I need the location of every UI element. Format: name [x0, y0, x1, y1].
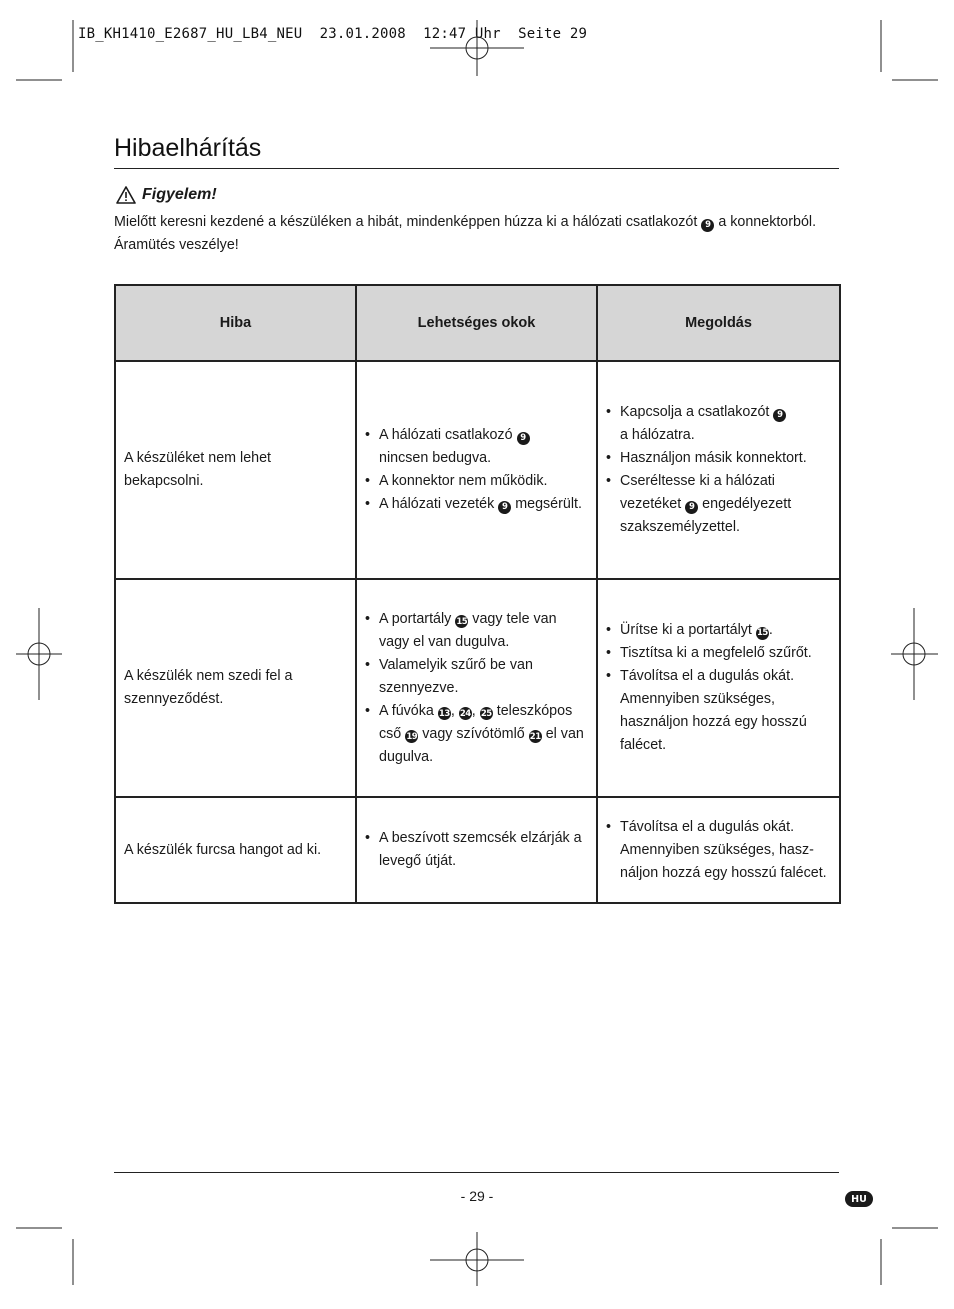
table-row [115, 361, 840, 579]
list-item: • Használjon másik konnektort. [606, 447, 831, 470]
causes-cell [356, 579, 597, 797]
troubleshooting-table [114, 284, 841, 904]
solution-cell [597, 361, 840, 579]
causes-list [365, 608, 588, 769]
language-badge: HU [845, 1191, 873, 1207]
ref-number-badge: 25 [480, 708, 492, 719]
solutions-list [606, 401, 831, 539]
list-item: • A beszívott szemcsék elzárják a levegő útját. [365, 827, 588, 873]
ref-number-badge: 9 [701, 219, 714, 232]
causes-cell [356, 797, 597, 903]
problem-cell: A készülék furcsa hangot ad ki. [115, 797, 356, 903]
solutions-list [606, 619, 831, 757]
warning-heading [116, 186, 217, 204]
list-item: • Tisztítsa ki a megfelelő szűrőt. [606, 642, 831, 665]
problem-cell: A készüléket nem lehet bekapcsolni. [115, 361, 356, 579]
warning-text [114, 211, 844, 257]
problem-cell: A készülék nem szedi fel a szennyeződést. [115, 579, 356, 797]
ref-number-badge: 13 [438, 708, 450, 719]
page-number: - 29 - [460, 1188, 494, 1204]
causes-list [365, 827, 588, 873]
ref-number-badge: 21 [529, 731, 541, 742]
causes-list [365, 424, 588, 516]
table-row [115, 579, 840, 797]
ref-number-badge: 9 [773, 409, 786, 422]
ref-number-badge: 19 [406, 731, 418, 742]
solution-cell [597, 579, 840, 797]
table-row [115, 797, 840, 903]
list-item: • A hálózati csatlakozó 9 nincsen bedugva. [365, 424, 588, 470]
page-title: Hibaelhárítás [114, 134, 262, 162]
warning-heading-text: Figyelem! [142, 186, 217, 203]
warning-text-after: a konnektorból. Áramütés veszélye! [114, 214, 817, 253]
ref-number-badge: 9 [498, 501, 511, 514]
ref-number-badge: 9 [517, 432, 530, 445]
table-header-row [115, 285, 840, 361]
list-item: • A portartály 15 vagy tele van vagy el van dugulva. [365, 608, 588, 654]
solution-cell [597, 797, 840, 903]
list-item: • A fúvóka 13, 24, 25 teleszkópos cső 19 vagy szívótömlő 21 el van dugulva. [365, 700, 588, 769]
list-item: • A konnektor nem működik. [365, 470, 588, 493]
list-item: • Ürítse ki a portartályt 15. [606, 619, 831, 642]
title-divider [114, 168, 839, 169]
ref-number-badge: 9 [685, 501, 698, 514]
header-solution: Megoldás [597, 285, 840, 361]
list-item: • Valamelyik szűrő be van szennyezve. [365, 654, 588, 700]
list-item: • A hálózati vezeték 9 megsérült. [365, 493, 588, 516]
print-slug: IB_KH1410_E2687_HU_LB4_NEU 23.01.2008 12:47 Uhr Seite 29 [78, 26, 588, 42]
list-item: • Távolítsa el a dugulás okát. Amennyiben szükséges, hasz-náljon hozzá egy hosszú falécet. [606, 816, 831, 885]
header-problem: Hiba [115, 285, 356, 361]
ref-number-badge: 24 [459, 708, 471, 719]
warning-triangle-icon [116, 186, 136, 204]
footer-divider [114, 1172, 839, 1173]
ref-number-badge: 15 [456, 616, 468, 627]
list-item: • Távolítsa el a dugulás okát. Amennyiben szükséges, használjon hozzá egy hosszú falécet. [606, 665, 831, 757]
ref-number-badge: 15 [756, 628, 768, 638]
solutions-list [606, 816, 831, 885]
header-causes: Lehetséges okok [356, 285, 597, 361]
list-item: • Kapcsolja a csatlakozót 9 a hálózatra. [606, 401, 831, 447]
list-item: • Cseréltesse ki a hálózati vezetéket 9 engedélyezett szakszemélyzettel. [606, 470, 831, 539]
causes-cell [356, 361, 597, 579]
warning-text-before: Mielőtt keresni kezdené a készüléken a hibát, mindenképpen húzza ki a hálózati csatlakozót [114, 214, 698, 230]
